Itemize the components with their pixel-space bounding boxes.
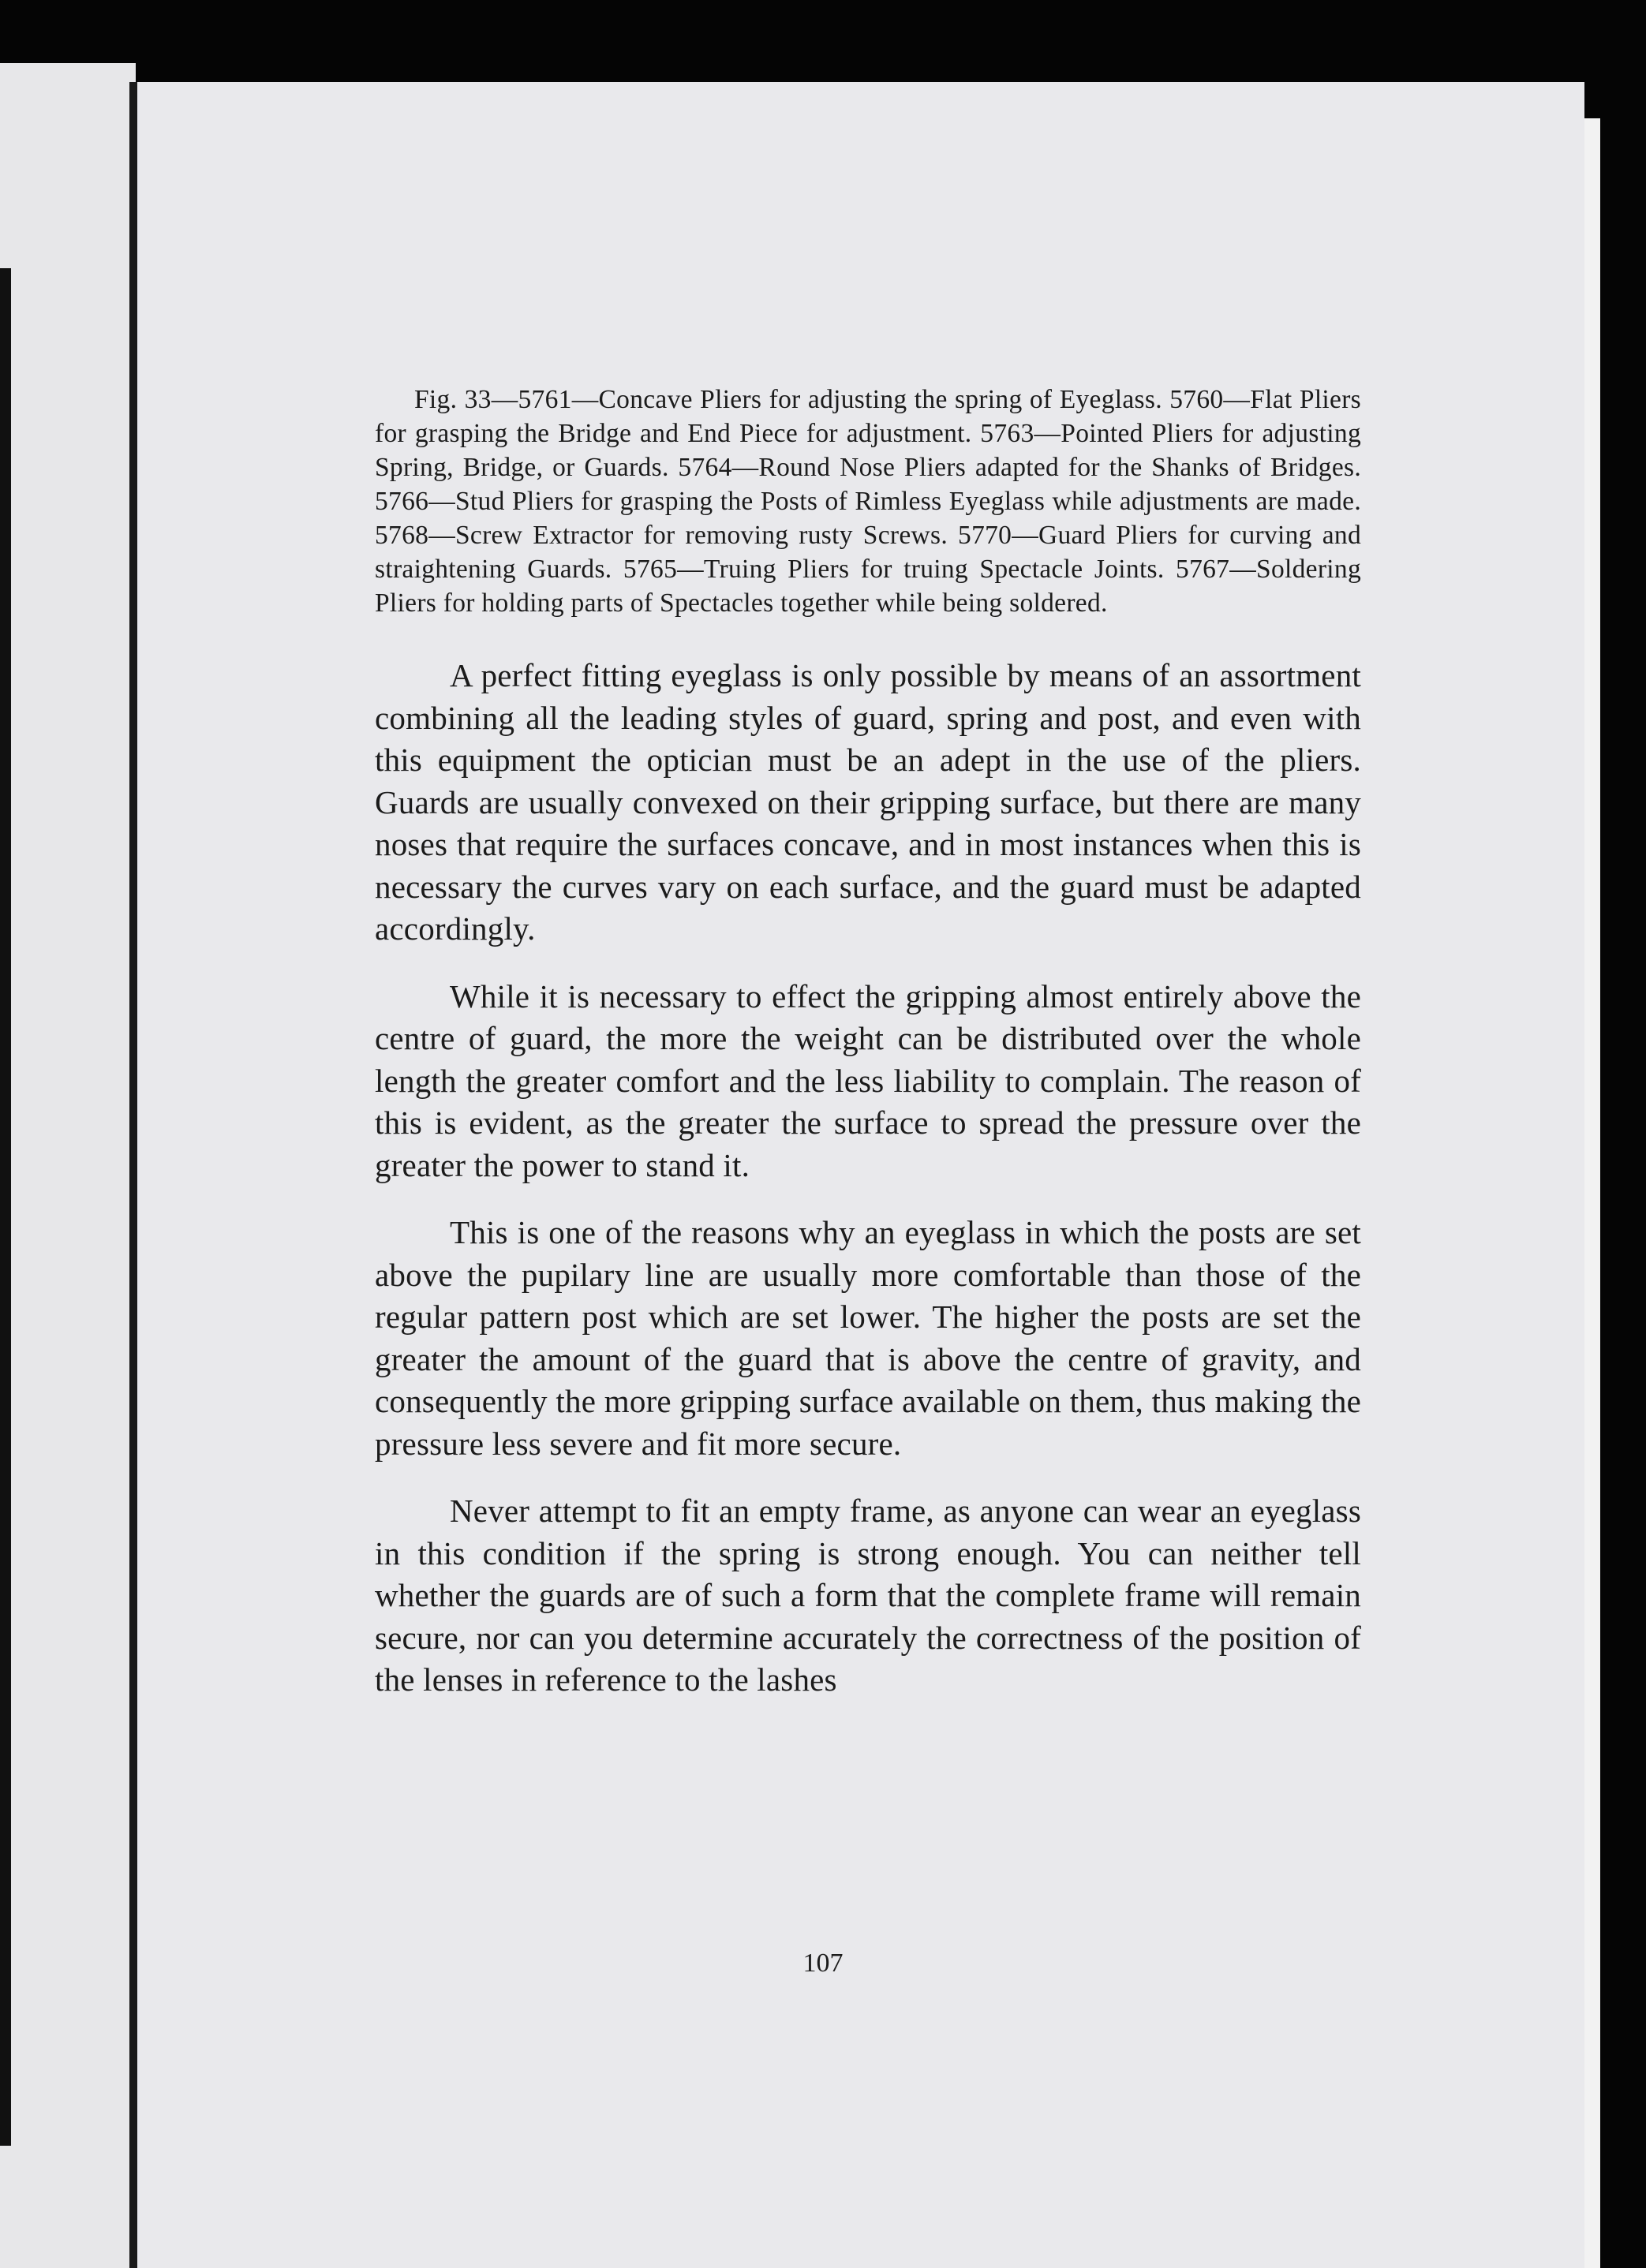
page-content bbox=[375, 383, 1361, 1727]
figure-caption: Fig. 33—5761—Concave Pliers for adjusting the spring of Eyeglass. 5760—Flat Pliers for grasping the Bridge and End Piece for adjustment. 5763—Pointed Pliers for adjusting Spring, Bridge, or Guards. 5764—Round Nose Pliers adapted for the Shanks of Bridges. 5766—Stud Pliers for grasping the Posts of Rimless Eyeglass while adjustments are made. 5768—Screw Extractor for removing rusty Screws. 5770—Guard Pliers for curving and straightening Guards. 5765—Truing Pliers for truing Spectacle Joints. 5767—Soldering Pliers for holding parts of Spectacles together while being soldered. bbox=[375, 385, 1361, 618]
paragraph: Never attempt to fit an empty frame, as anyone can wear an eyeglass in this condition if the spring is strong enough. You can neither tell whether the guards are of such a form that the complete frame will remain secure, nor can you determine accurately the correctness of the position of the lenses in reference to the lashes bbox=[375, 1493, 1361, 1698]
paragraph: While it is necessary to effect the gripping almost entirely above the centre of guard, the more the weight can be distributed over the whole length the greater comfort and the less liability to complain. The reason of this is evident, as the greater the surface to spread the pressure over the greater the power to stand it. bbox=[375, 977, 1361, 1183]
page-binding-shadow bbox=[0, 268, 11, 2146]
paragraph: A perfect fitting eyeglass is only possible by means of an assortment combining all the leading styles of guard, spring and post, and even with this equipment the optician must be an adept in the use of the pliers. Guards are usually convexed on their gripping surface, but there are many noses that require the surfaces concave, and in most instances when this is necessary the curves vary on each surface, and the guard must be adapted accordingly. bbox=[375, 657, 1361, 947]
page-right-edge bbox=[1584, 118, 1600, 2268]
facing-page-edge bbox=[0, 63, 136, 2268]
paragraph: This is one of the reasons why an eyeglass in which the posts are set above the pupilary line are usually more comfortable than those of the regular pattern post which are set lower. The higher the posts are set the greater the amount of the guard that is above the centre of gravity, and consequently the more gripping surface available on them, thus making the pressure less severe and fit more secure. bbox=[375, 1214, 1361, 1462]
gutter-line bbox=[129, 82, 137, 2268]
page-number: 107 bbox=[802, 1949, 844, 1978]
